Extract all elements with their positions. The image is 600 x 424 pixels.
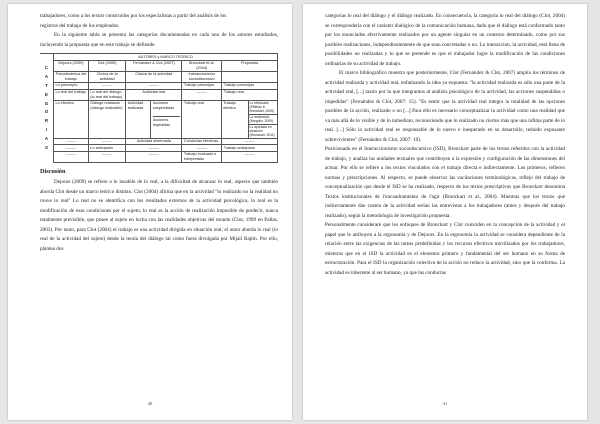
sub-cell: Acciones suspendidas (153, 101, 180, 117)
table-cell: -------- (126, 151, 182, 162)
table-cell: Diálogo realizado (diálogo realizable) (88, 100, 125, 138)
sub-cell: Lo aportado en situación (Bronckart, 2011) (249, 125, 275, 138)
header-clot: Clot (2005) (88, 60, 125, 71)
text-line: registros del trabajo de los empleados. (40, 22, 120, 29)
right-page (303, 4, 587, 420)
text-line: trabajadores, como a los textos construidos por los especialistas a partir del análisis de los (40, 13, 227, 19)
table-cell: Trabajo prescripto (182, 82, 222, 89)
table-cell: Trabajo real (182, 100, 222, 138)
page-number: 41 (442, 401, 448, 406)
table-cell: -------- (88, 151, 125, 162)
table-cell: Trabajo real (222, 89, 278, 100)
table-cell: -------- (222, 151, 278, 162)
table-cell: -------- (222, 138, 278, 145)
table-cell (222, 100, 278, 138)
body-paragraph: Personalmente consideraré que los enfoques de Bronckart y Clot coinciden en la concepción de la actividad y el papel que le atribuyen a la ergonomía y de Dejours. En la ergonomía la actividad se considera dependiente de la relación entre las exigencias de las tareas predefinidas y los recursos efectivos movilizados por los trabajadores, mientras que en el ISD la actividad es el elemento primero y fundamental del ser humano en su forma de estructuración. Para el ISD la organización colectiva de la acción no reduce la actividad, sino que la conforma. La actividad es inherente al ser humano, ya que las conductas (325, 222, 565, 276)
authors-framework-table (40, 53, 278, 163)
intro-paragraph: En la siguiente tabla se presenta las categorías documentadas en cada uno de los autores estudiados, incluyendo la propuesta que en este trabajo se defiende. (40, 32, 278, 48)
subheader-bronckart: Interaccionismo sociodiscursivo (182, 71, 222, 82)
table-cell: Actividad real (126, 89, 182, 100)
sub-cell: Lo realizando (Bregolin, 2009) (249, 115, 277, 125)
categories-letters: C A T E G O R I A S (44, 65, 49, 150)
table-cell: Lo prescripto (54, 82, 89, 89)
table-cell: Lo efectivo (54, 100, 89, 138)
subheader-clot: Clínica de la actividad (88, 71, 125, 82)
table-cell: Actividad realizada (126, 100, 151, 138)
table-cell: -------- (54, 138, 89, 145)
table-cell: Trabajo evaluado e interpretado (182, 151, 222, 162)
table-cell: -------- (54, 151, 89, 162)
table-cell: Trabajo prescripto (222, 82, 278, 89)
body-paragraph: Posicionado en el Interaccionismo sociodiscursivo (ISD), Bronckart parte de los textos referidos con la actividad de trabajo, y analiza las unidades textuales que contribuyen a la expresión y configuración de las dimensiones del actuar. Por ello se refiere a los textos vinculados con el trabajo directa e indirectamente. Los primeros, refieren normas y prescripciones. Al respecto, se puede observar las vacilaciones terminológicas, reflejo del trabajo de conceptualización que desde el ISD se ha realizado, respecto de los textos prescriptivos que Bronckart denomina Textos institucionales de l'encuadramiento de l'agir (Bronckart et al., 2004). Mientras que los textos que indirectamente dan cuenta de la actividad serían las entrevistas a los trabajadores (antes y después del trabajo realizado), según la metodología de investigación propuesta. (325, 146, 565, 219)
table-caption: AUTORES y MARCO TEÓRICO (54, 54, 278, 61)
left-page (8, 4, 292, 420)
section-heading: Discusión (40, 168, 66, 176)
table-cell: -------- (126, 82, 182, 89)
page-number: 40 (147, 401, 153, 406)
categories-vertical-label (40, 54, 54, 163)
subheader-dejours: Psicodinámica del trabajo (54, 71, 89, 82)
table-cell: -------- (182, 89, 222, 100)
table-cell: -------- (182, 145, 222, 152)
table-cell: Lo anticipado (88, 145, 125, 152)
header-fernandez-clot: Fernández & Clot (2007) (126, 60, 182, 71)
table-cell: Lo real del trabajo (54, 89, 89, 100)
table-cell: Actividad observada (126, 138, 182, 145)
table-cell: -------- (88, 82, 125, 89)
subheader-propuesta (222, 71, 278, 82)
header-bronckart: Bronckart et al. (2004) (182, 60, 222, 71)
body-paragraph: El marco bibliográfico muestra que posteriormente, Clot (Fernández & Clot, 2007) amplía los términos de actividad realizada y actividad real, enfatizando la idea ya expuesta: "la actividad realizada es sólo una parte de la actividad real, [...] razón por la que integramos al análisis psicológico de la actividad, las acciones suspendidas o impedidas" (Fernández & Clot, 2007: 15). "Es sentir que la actividad real integra la totalidad de las opciones posibles de la acción, realizado o no [...] Para ello es necesario conceptualizar la actividad como una realidad que va más allá de lo visible y de lo inmediato, reconociendo que lo realizado no ciertos más que una ínfima parte de lo real. [...] Sólo la actividad real es responsable de lo nuevo e inesperado en su desarrollo, teduido exposante sobrevivientes" (Fernández & Clot, 2007: 19). (325, 70, 565, 143)
sub-cell: Trabajo efectivo (223, 101, 237, 110)
table-cell: -------- (126, 145, 182, 152)
table-cell: Lo real del diálogo (lo real del trabajo) (88, 89, 125, 100)
sub-cell: Acciones impedidas (152, 118, 171, 128)
discussion-paragraph: Dejours (2009) se refiere a lo insabile de lo real, a la dificultad de alcanzar lo real, aspecto que también aborda Clot desde un marco teórico distinto. Clot (2004) afirma que en la actividad "lo realizado no la realidad no rouve lo real" Lo real no se identifica con los resultados externos de la actividad psicológica, lo real es la modificación de esas condiciones por el sujeto; lo real es la acción de realización imposible de predecir, nunca totalmente previsible, que posee al sujeto en lucha con las realidades objetivas del mundo (Clot, 1999 en Pallas, 2003). Por tanto, para Clot (2004) el trabajo es una actividad dirigida en situación real; el autor aborda lo real (lo real de la actividad del sujeto) desde la teoría del diálogo tal como fuera divulgada por Mijail Bajtín. Por ello, plantea dos (40, 179, 278, 252)
table-cell: -------- (88, 138, 125, 145)
subheader-fernandez-clot: Clínica de la actividad (126, 71, 182, 82)
table-cell: -------- (54, 145, 89, 152)
header-propuesta: Propuesta (222, 60, 278, 71)
table-cell: Trabajo anticipado (222, 145, 278, 152)
header-dejours: Dejours (2009) (54, 60, 89, 71)
body-paragraph: categorías lo real del diálogo y el diálogo realizado. En consecuencia, la categoría lo real del diálogo (Clot, 2004) se correspondería con el carácter dialógico de la comunicación humana, dado que el diálogo está conformado tanto por los enunciados efectivamente realizados por un agente singular en un contexto determinado, como por sus posibles realizaciones, independientemente de que sean concretadas o no. Lo interaccion, la actividad, está llena de posibilidades no realizadas y lo que se pretende es que el trabajador logre la modificación de las condiciones ordinarias de su actividad de trabajo. (325, 13, 565, 67)
table-cell: Conductas efectivas (182, 138, 222, 145)
sub-cell: Lo efectuado (Fillietaz & Bronckart, 2005) (249, 101, 277, 115)
table-cell (151, 100, 182, 138)
